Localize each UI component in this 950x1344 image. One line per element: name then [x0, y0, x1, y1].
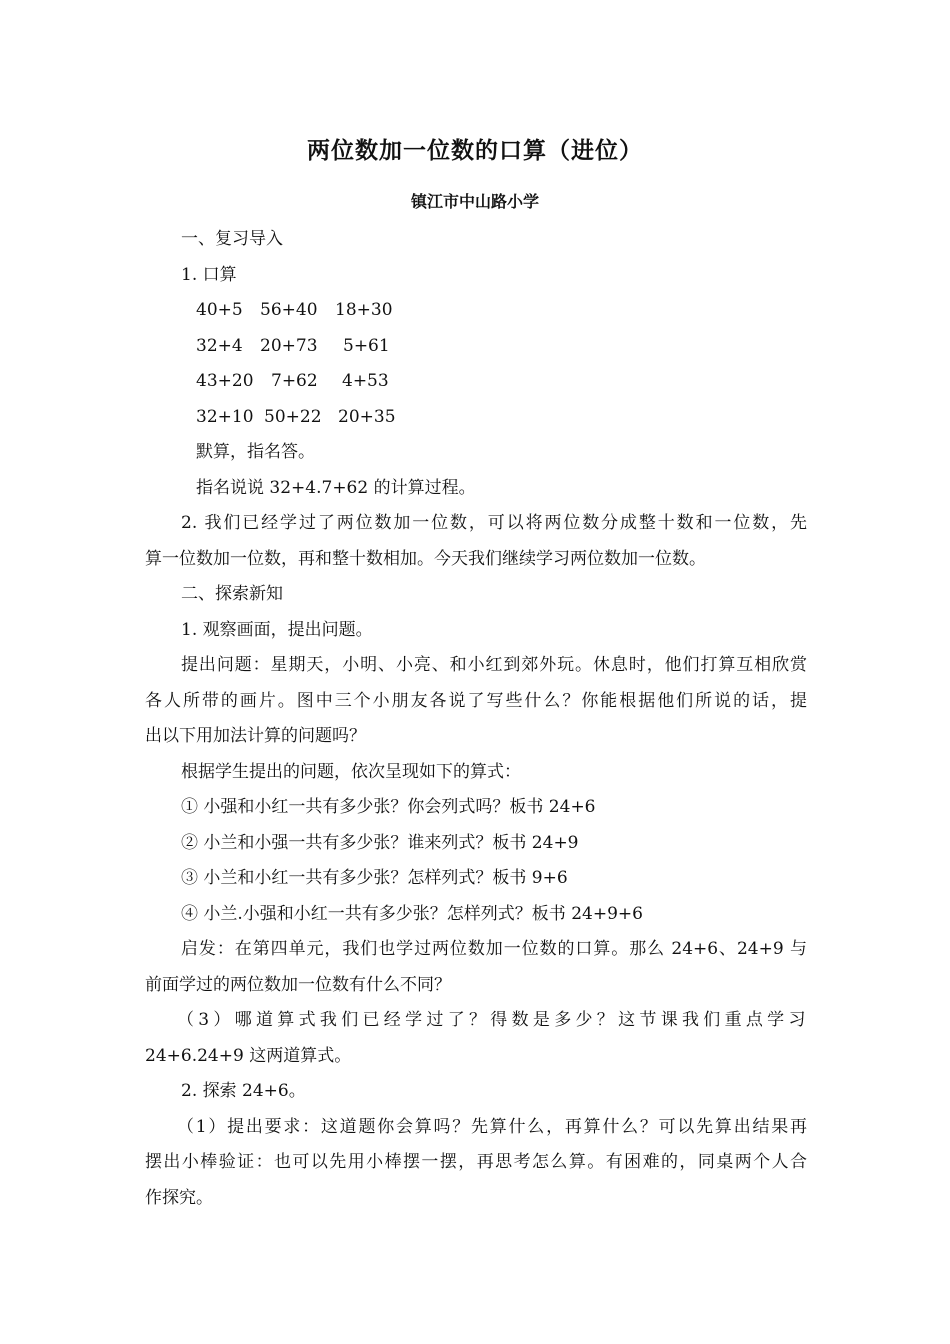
explain-process-note: 指名说说 32+4.7+62 的计算过程。	[196, 477, 476, 498]
calc-row	[145, 329, 807, 365]
document-title: 两位数加一位数的口算（进位）	[307, 137, 643, 164]
calc-expression: 4+53	[342, 371, 389, 391]
calc-row	[145, 293, 807, 329]
question-item: ② 小兰和小强一共有多少张？谁来列式？板书 24+9	[181, 832, 579, 853]
calc-row	[145, 364, 807, 400]
requirement-paragraph-line: （1）提出要求：这道题你会算吗？先算什么，再算什么？可以先算出结果再	[177, 1116, 807, 1137]
calc-expression: 32+10	[196, 406, 254, 427]
calc-expression: 56+40	[260, 300, 318, 320]
review-paragraph-line: 2. 我们已经学过了两位数加一位数，可以将两位数分成整十数和一位数，先	[181, 513, 807, 533]
question-paragraph-line: 提出问题：星期天，小明、小亮、和小红到郊外玩。休息时，他们打算互相欣赏	[181, 655, 807, 675]
calc-expression: 20+35	[338, 406, 396, 427]
question-item: ④ 小兰.小强和小红一共有多少张？怎样列式？板书 24+9+6	[181, 903, 643, 924]
calc-expression: 7+62	[271, 371, 318, 391]
inspire-paragraph-line: 前面学过的两位数加一位数有什么不同？	[145, 974, 451, 995]
inspire-paragraph-line: 启发：在第四单元，我们也学过两位数加一位数的口算。那么 24+6、24+9 与	[181, 939, 807, 959]
review-paragraph-line: 算一位数加一位数，再和整十数相加。今天我们继续学习两位数加一位数。	[145, 548, 706, 569]
step3-paragraph-line: 24+6.24+9 这两道算式。	[145, 1045, 352, 1066]
calc-expression: 18+30	[335, 300, 393, 320]
school-name: 镇江市中山路小学	[410, 192, 539, 211]
silent-calc-note: 默算，指名答。	[196, 442, 315, 462]
calc-expression: 40+5	[196, 300, 243, 320]
step3-paragraph-line: （3）哪道算式我们已经学过了？得数是多少？这节课我们重点学习	[177, 1010, 807, 1030]
requirement-paragraph-line: 摆出小棒验证：也可以先用小棒摆一摆，再思考怎么算。有困难的，同桌两个人合	[145, 1152, 807, 1172]
present-intro: 根据学生提出的问题，依次呈现如下的算式：	[181, 761, 521, 782]
calc-expression: 43+20	[196, 371, 254, 391]
question-item: ① 小强和小红一共有多少张？你会列式吗？板书 24+6	[181, 797, 596, 817]
question-item: ③ 小兰和小红一共有多少张？怎样列式？板书 9+6	[181, 868, 568, 888]
question-paragraph-line: 出以下用加法计算的问题吗？	[145, 726, 366, 746]
question-paragraph-line: 各人所带的画片。图中三个小朋友各说了写些什么？你能根据他们所说的话，提	[145, 690, 807, 711]
calc-expression: 50+22	[264, 406, 322, 427]
document-body	[145, 222, 807, 1216]
requirement-paragraph-line: 作探究。	[145, 1187, 213, 1208]
calc-expression: 32+4	[196, 335, 243, 356]
mental-calc-label: 1. 口算	[181, 264, 237, 285]
calc-expression: 5+61	[343, 335, 390, 356]
calc-expression: 20+73	[260, 335, 318, 356]
explore-label: 2. 探索 24+6。	[181, 1081, 306, 1101]
section-heading-explore: 二、探索新知	[181, 584, 283, 604]
calc-row	[145, 400, 807, 436]
observe-label: 1. 观察画面，提出问题。	[181, 619, 373, 640]
section-heading-review: 一、复习导入	[181, 229, 283, 249]
